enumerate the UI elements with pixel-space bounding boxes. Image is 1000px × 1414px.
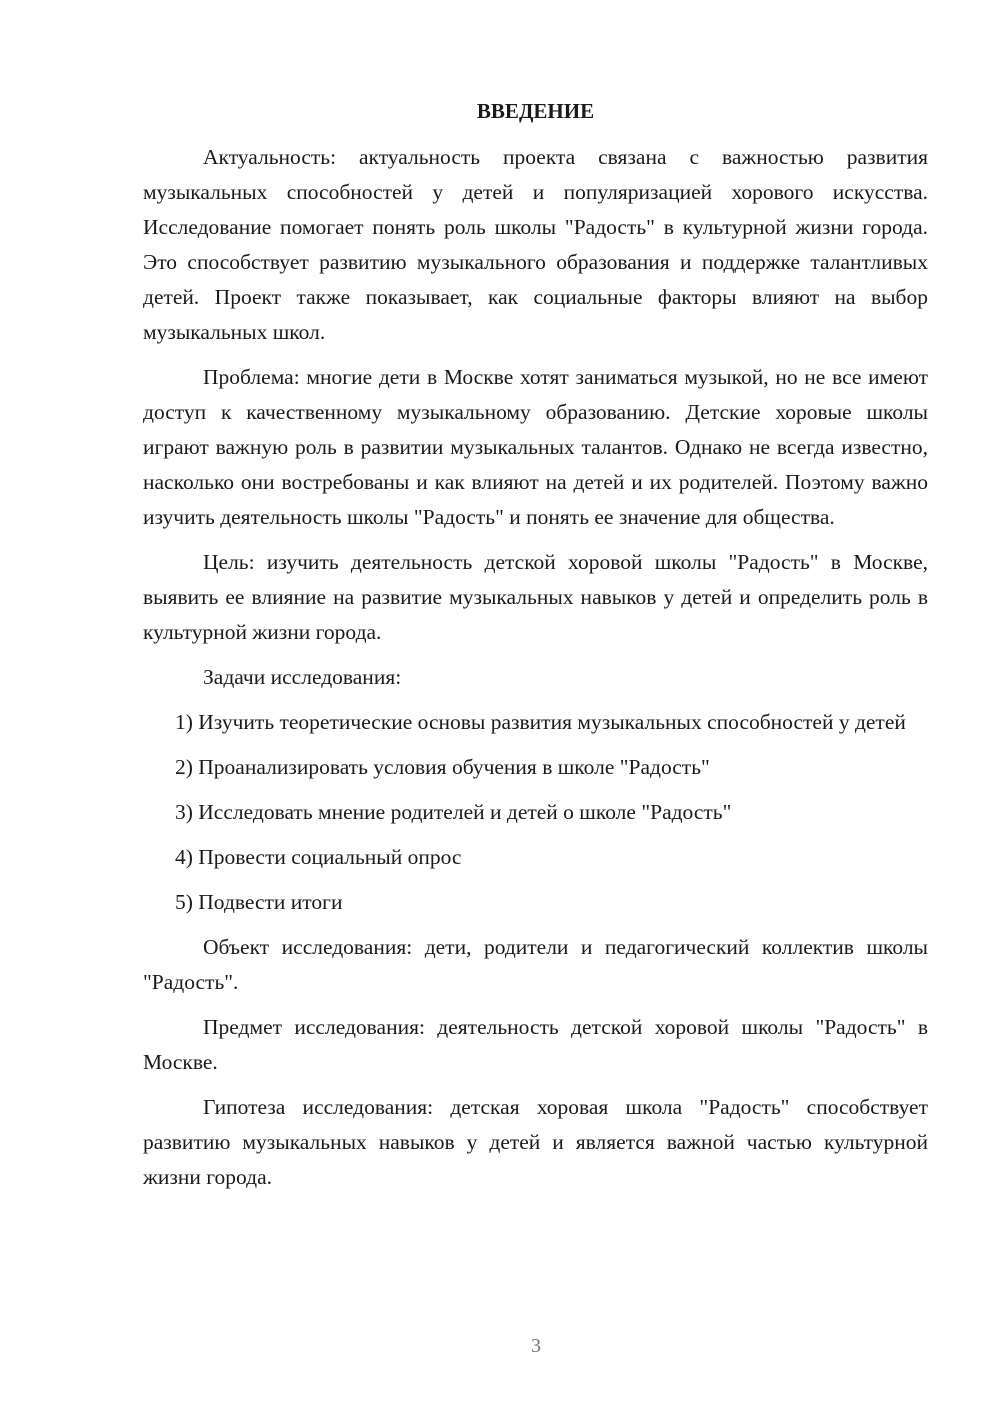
relevance-paragraph: Актуальность: актуальность проекта связана с важностью развития музыкальных способностей у детей и популяризацией хорового искусства. Исследование помогает понять роль школы "Радость" в культурной жизни города. Это способствует развитию музыкального образования и поддержке талантливых детей. Проект также показывает, как социальные факторы влияют на выбор музыкальных школ.	[143, 145, 928, 344]
hypothesis-paragraph: Гипотеза исследования: детская хоровая школа "Радость" способствует развитию музыкальных навыков у детей и является важной частью культурной жизни города.	[143, 1095, 928, 1189]
page-number: 3	[531, 1335, 541, 1357]
document-page	[143, 96, 928, 1205]
list-item: 5) Подвести итоги	[175, 890, 343, 914]
tasks-heading: Задачи исследования:	[203, 665, 402, 689]
list-item: 2) Проанализировать условия обучения в школе "Радость"	[175, 755, 710, 779]
list-item: 3) Исследовать мнение родителей и детей о школе "Радость"	[175, 800, 732, 824]
page-title: ВВЕДЕНИЕ	[476, 99, 595, 123]
tasks-list	[143, 705, 928, 920]
list-item: 4) Провести социальный опрос	[175, 845, 462, 869]
list-item: 1) Изучить теоретические основы развития музыкальных способностей у детей	[175, 710, 906, 734]
goal-paragraph: Цель: изучить деятельность детской хоровой школы "Радость" в Москве, выявить ее влияние на развитие музыкальных навыков у детей и определить роль в культурной жизни города.	[143, 550, 928, 644]
problem-paragraph: Проблема: многие дети в Москве хотят заниматься музыкой, но не все имеют доступ к качественному музыкальному образованию. Детские хоровые школы играют важную роль в развитии музыкальных талантов. Однако не всегда известно, насколько они востребованы и как влияют на детей и их родителей. Поэтому важно изучить деятельность школы "Радость" и понять ее значение для общества.	[143, 365, 928, 529]
subject-paragraph: Предмет исследования: деятельность детской хоровой школы "Радость" в Москве.	[143, 1015, 928, 1074]
object-paragraph: Объект исследования: дети, родители и педагогический коллектив школы "Радость".	[143, 935, 928, 994]
